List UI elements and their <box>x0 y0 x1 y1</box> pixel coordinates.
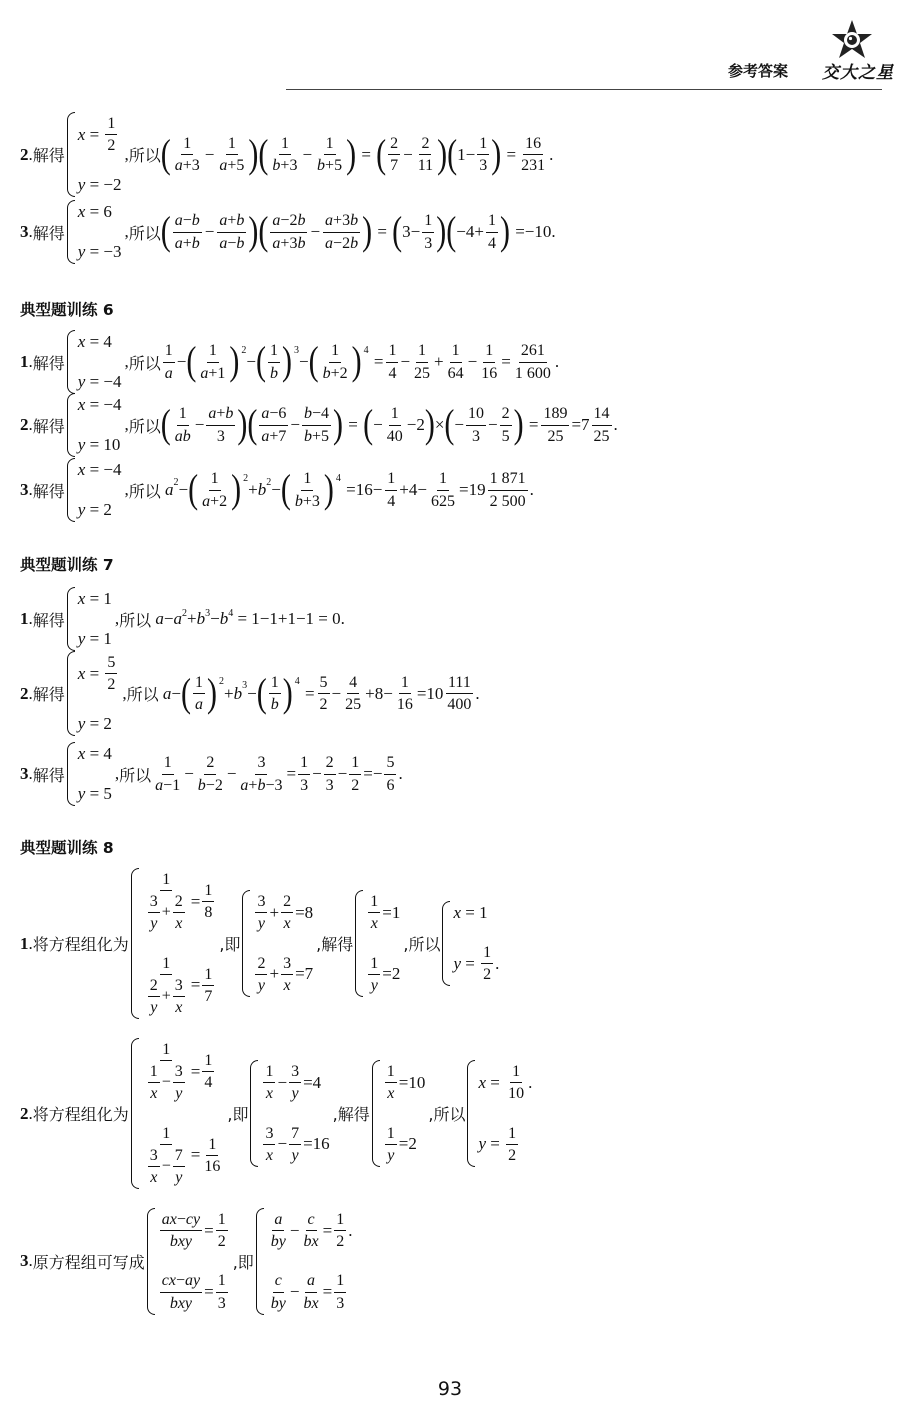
item-number: 2 <box>20 144 29 164</box>
item-number: 1 <box>20 352 29 371</box>
solve-label: 解得 <box>32 610 65 630</box>
equation-system: $\frac{a}{by}$ − $\frac{c}{bx}$ = $\frac{1}{2}$ . $\frac{c}{by}$ − $\frac{a}{bx}$ = $\frac{1}{3}$ <box>256 1208 353 1315</box>
namely-label: ,即 <box>227 1105 249 1125</box>
equation: ( $\frac{1}{ab}$ − $\frac{a+b}{3}$ ) ( $\frac{a-6}{a+7}$ − $\frac{b-4}{b+5}$ ) = ( − $\frac{1}{40}$ −2 ) × ( − $\frac{10}{3}$ − $\frac{2}{5}$ ) = $\frac{189}{25}$ =7 $\frac{14}{25}$ . <box>160 402 618 447</box>
answer-row-8-3: 3 . 原方程组可写成 $\frac{ax-cy}{\text{bxy}}$ = $\frac{1}{2}$ $\frac{cx-ay}{\text{bxy}}$ = $\frac{1}{3}$ ,即 $\frac{a}{by}$ − $\frac{c}{bx}$ = $\frac{1}{2}$ . $\frac{c}{by}$ − $\frac{a}{bx}$ = $\frac{1}{3}$ <box>20 1208 355 1315</box>
solve-label: 解得 <box>32 685 65 705</box>
solve-label: 解得 <box>32 481 65 501</box>
solve-label: 解得 <box>32 146 65 166</box>
so-label: ,所以 <box>428 1105 466 1125</box>
solve-label: 解得 <box>32 353 65 373</box>
equation: $a-a^2+b^3-b^4 = 1-1+1-1 = 0$. <box>155 608 345 628</box>
item-number: 1 <box>20 933 29 953</box>
so-label: 所以 <box>128 353 161 373</box>
solve-label: ,解得 <box>316 935 354 955</box>
solution-system: x = −4 y = 10 <box>67 393 122 457</box>
section-heading-7: 典型题训练 7 <box>20 556 114 574</box>
header-divider <box>286 89 882 90</box>
original-label: 原方程组可写成 <box>32 1252 145 1272</box>
solve-label: 解得 <box>32 416 65 436</box>
header-brand-logo: 交大之星 <box>822 63 894 83</box>
equation-system: 1 $\frac{1}{x}$ − $\frac{3}{y}$ = $\frac{1}{4}$ 1 $\frac{3}{x}$ − $\frac{7}{y}$ = $\frac{1}{16}$ <box>131 1038 225 1189</box>
solution-system: x = $\frac{1}{10}$ . y = $\frac{1}{2}$ <box>467 1060 532 1167</box>
equation-system: $\frac{1}{x}$ =10 $\frac{1}{y}$ =2 <box>372 1060 426 1167</box>
equation: ( $\frac{1}{a+3}$ − $\frac{1}{a+5}$ ) ( $\frac{1}{b+3}$ − $\frac{1}{b+5}$ ) = ( $\frac{2}{7}$ − $\frac{2}{11}$ ) ( 1− $\frac{1}{3}$ ) = $\frac{16}{231}$ . <box>160 131 554 177</box>
so-label: 所以 <box>128 481 161 501</box>
solution-system: x = 6 y = −3 <box>67 200 122 264</box>
solution-system: x = −4 y = 2 <box>67 458 122 522</box>
solve-label: ,解得 <box>332 1105 370 1125</box>
so-label: ,所以 <box>403 935 441 955</box>
header-section-title: 参考答案 <box>728 62 789 80</box>
rewrite-label: 将方程组化为 <box>32 1105 129 1125</box>
solution-system: x = 1 y = $\frac{1}{2}$ . <box>442 901 499 986</box>
equation-system: 1 $\frac{3}{y}$ + $\frac{2}{x}$ = $\frac{1}{8}$ 1 $\frac{2}{y}$ + $\frac{3}{x}$ = $\frac{1}{7}$ <box>131 868 217 1019</box>
equation-system: $\frac{1}{x}$ − $\frac{3}{y}$ =4 $\frac{3}{x}$ − $\frac{7}{y}$ =16 <box>250 1060 329 1167</box>
solve-label: 解得 <box>32 223 65 243</box>
solution-system: x = 4 y = 5 <box>67 742 112 806</box>
answer-row-6-1: 1 . 解得 x = 4 y = −4 , 所以 $\frac{1}{a}$ − ( $\frac{1}{a+1}$ ) 2 − ( $\frac{1}{b}$ ) 3 − ( $\frac{1}{b+2}$ ) 4 = $\frac{1}{4}$ − $\frac{1}{25}$ + $\frac{1}{64}$ − $\frac{1}{16}$ = $\frac{261}{1 600}$ . <box>20 330 559 394</box>
item-number: 3 <box>20 480 29 499</box>
so-label: 所以 <box>128 416 161 436</box>
page-number: 93 <box>437 1378 463 1400</box>
so-label: 所以 <box>128 146 161 166</box>
equation: a − ( $\frac{1}{a}$ ) 2 + b 3 − ( $\frac{1}{b}$ ) 4 = $\frac{5}{2}$ − $\frac{4}{25}$ +8− $\frac{1}{16}$ =10 $\frac{111}{400}$ . <box>162 670 480 716</box>
answer-row-3: 3 . 解得 x = 6 y = −3 , 所以 ( $\frac{a-b}{a+b}$ − $\frac{a+b}{a-b}$ ) ( $\frac{a-2b}{a+3b}$ − $\frac{a+3b}{a-2b}$ ) = ( 3− $\frac{1}{3}$ ) ( −4+ $\frac{1}{4}$ ) =−10. <box>20 200 557 264</box>
answer-row-7-3: 3 . 解得 x = 4 y = 5 , 所以 $\frac{1}{a-1}$ − $\frac{2}{b-2}$ − $\frac{3}{a+b-3}$ = $\frac{1}{3}$ − $\frac{2}{3}$ − $\frac{1}{2}$ =− $\frac{5}{6}$ . <box>20 742 403 806</box>
namely-label: ,即 <box>232 1252 254 1272</box>
equation: a 2 − ( $\frac{1}{a+2}$ ) 2 + b 2 − ( $\frac{1}{b+3}$ ) 4 =16− $\frac{1}{4}$ +4− $\frac{1}{625}$ =19 $\frac{1 871}{2 500}$ . <box>165 467 534 512</box>
answer-row-8-2: 2 . 将方程组化为 1 $\frac{1}{x}$ − $\frac{3}{y}$ = $\frac{1}{4}$ 1 $\frac{3}{x}$ − $\frac{7}{y}$ = $\frac{1}{16}$ ,即 $\frac{1}{x}$ − $\frac{3}{y}$ =4 $\frac{3}{x}$ − $\frac{7}{y}$ =16 ,解得 $\frac{1}{x}$ =10 $\frac{1}{y}$ =2 ,所以 x = $\frac{1}{10}$ . y = $\frac{1}{2}$ <box>20 1038 535 1189</box>
so-label: 所以 <box>126 685 159 705</box>
answer-row-2: 2 . 解得 x = $\frac{1}{2}$ y = −2 , 所以 ( $\frac{1}{a+3}$ − $\frac{1}{a+5}$ ) ( $\frac{1}{b+3}$ − $\frac{1}{b+5}$ ) = ( $\frac{2}{7}$ − $\frac{2}{11}$ ) ( 1− $\frac{1}{3}$ ) = $\frac{16}{231}$ . <box>20 112 553 197</box>
section-heading-6: 典型题训练 6 <box>20 301 114 319</box>
answer-row-8-1: 1 . 将方程组化为 1 $\frac{3}{y}$ + $\frac{2}{x}$ = $\frac{1}{8}$ 1 $\frac{2}{y}$ + $\frac{3}{x}$ = $\frac{1}{7}$ ,即 $\frac{3}{y}$ + $\frac{2}{x}$ =8 $\frac{2}{y}$ + $\frac{3}{x}$ =7 ,解得 $\frac{1}{x}$ =1 $\frac{1}{y}$ =2 ,所以 x = 1 y = $\frac{1}{2}$ . <box>20 868 502 1019</box>
answer-row-7-2: 2 . 解得 x = $\frac{5}{2}$ y = 2 , 所以 a − ( $\frac{1}{a}$ ) 2 + b 3 − ( $\frac{1}{b}$ ) 4 = $\frac{5}{2}$ − $\frac{4}{25}$ +8− $\frac{1}{16}$ =10 $\frac{111}{400}$ . <box>20 651 480 736</box>
item-number: 3 <box>20 1251 29 1271</box>
equation-system: $\frac{ax-cy}{\text{bxy}}$ = $\frac{1}{2}$ $\frac{cx-ay}{\text{bxy}}$ = $\frac{1}{3}$ <box>147 1208 230 1315</box>
namely-label: ,即 <box>219 935 241 955</box>
so-label: 所以 <box>128 223 161 243</box>
equation: $\frac{1}{a}$ − ( $\frac{1}{a+1}$ ) 2 − ( $\frac{1}{b}$ ) 3 − ( $\frac{1}{b+2}$ ) 4 = $\frac{1}{4}$ − $\frac{1}{25}$ + $\frac{1}{64}$ − $\frac{1}{16}$ = $\frac{261}{1 600}$ . <box>164 339 560 384</box>
answer-row-6-3: 3 . 解得 x = −4 y = 2 , 所以 a 2 − ( $\frac{1}{a+2}$ ) 2 + b 2 − ( $\frac{1}{b+3}$ ) 4 =16− $\frac{1}{4}$ +4− $\frac{1}{625}$ =19 $\frac{1 871}{2 500}$ . <box>20 458 534 522</box>
solve-label: 解得 <box>32 765 65 785</box>
solution-system: x = $\frac{1}{2}$ y = −2 <box>67 112 122 197</box>
so-label: 所以 <box>119 610 152 630</box>
solution-system: x = 4 y = −4 <box>67 330 122 394</box>
item-number: 2 <box>20 415 29 434</box>
section-heading-8: 典型题训练 8 <box>20 839 114 857</box>
answer-row-7-1: 1 . 解得 x = 1 y = 1 , 所以 $a-a^2+b^3-b^4 = 1-1+1-1 = 0$. <box>20 587 345 651</box>
answer-row-6-2: 2 . 解得 x = −4 y = 10 , 所以 ( $\frac{1}{ab}$ − $\frac{a+b}{3}$ ) ( $\frac{a-6}{a+7}$ − $\frac{b-4}{b+5}$ ) = ( − $\frac{1}{40}$ −2 ) × ( − $\frac{10}{3}$ − $\frac{2}{5}$ ) = $\frac{189}{25}$ =7 $\frac{14}{25}$ . <box>20 393 618 457</box>
item-number: 2 <box>20 683 29 703</box>
item-number: 1 <box>20 609 29 628</box>
item-number: 3 <box>20 222 29 241</box>
solution-system: x = 1 y = 1 <box>67 587 112 651</box>
equation-system: $\frac{3}{y}$ + $\frac{2}{x}$ =8 $\frac{2}{y}$ + $\frac{3}{x}$ =7 <box>242 890 313 997</box>
rewrite-label: 将方程组化为 <box>32 935 129 955</box>
solution-system: x = $\frac{5}{2}$ y = 2 <box>67 651 120 736</box>
so-label: 所以 <box>119 765 152 785</box>
item-number: 3 <box>20 764 29 783</box>
item-number: 2 <box>20 1103 29 1123</box>
equation-system: $\frac{1}{x}$ =1 $\frac{1}{y}$ =2 <box>355 890 400 997</box>
equation: $\frac{1}{a-1}$ − $\frac{2}{b-2}$ − $\frac{3}{a+b-3}$ = $\frac{1}{3}$ − $\frac{2}{3}$ − $\frac{1}{2}$ =− $\frac{5}{6}$ . <box>155 754 403 794</box>
equation: ( $\frac{a-b}{a+b}$ − $\frac{a+b}{a-b}$ ) ( $\frac{a-2b}{a+3b}$ − $\frac{a+3b}{a-2b}$ ) = ( 3− $\frac{1}{3}$ ) ( −4+ $\frac{1}{4}$ ) =−10. <box>160 209 556 254</box>
